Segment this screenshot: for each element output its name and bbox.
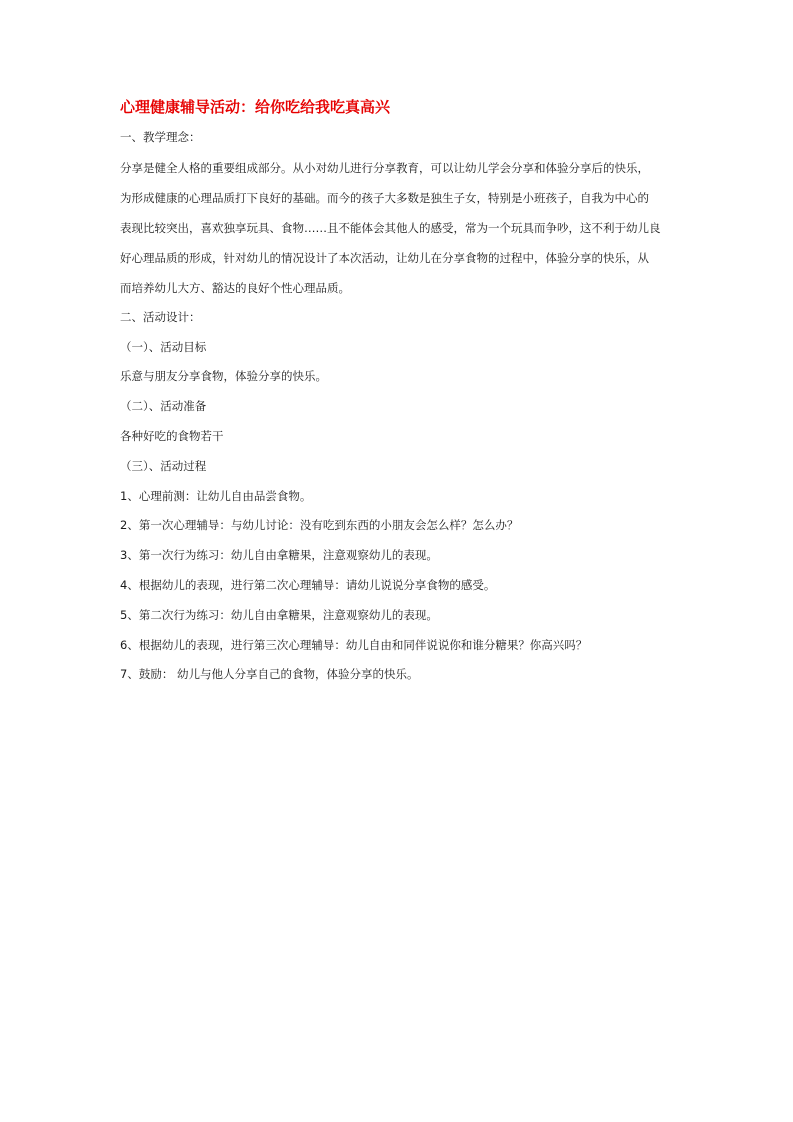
document-page <box>120 97 680 690</box>
subheading-activity-process: （三）、活动过程 <box>120 458 207 473</box>
subheading-activity-goal: （一）、活动目标 <box>120 339 207 354</box>
subheading-activity-prep: （二）、活动准备 <box>120 399 207 414</box>
document-title: 心理健康辅导活动：给你吃给我吃真高兴 <box>120 98 391 116</box>
paragraph-line: 表现比较突出，喜欢独享玩具、食物……且不能体会其他人的感受，常为一个玩具而争吵，这不利于幼儿良 <box>120 220 661 235</box>
section-heading-teaching-concept: 一、教学理念： <box>120 130 201 144</box>
activity-goal-text: 乐意与朋友分享食物，体验分享的快乐。 <box>120 369 327 384</box>
process-step: 3、第一次行为练习：幼儿自由拿糖果，注意观察幼儿的表现。 <box>120 548 438 563</box>
process-step: 1、心理前测：让幼儿自由品尝食物。 <box>120 488 312 503</box>
process-step: 7、鼓励： 幼儿与他人分享自己的食物，体验分享的快乐。 <box>120 667 419 682</box>
activity-prep-text: 各种好吃的食物若干 <box>120 428 224 443</box>
process-step: 4、根据幼儿的表现，进行第二次心理辅导：请幼儿说说分享食物的感受。 <box>120 577 496 592</box>
process-step: 6、根据幼儿的表现，进行第三次心理辅导：幼儿自由和同伴说说你和谁分糖果？你高兴吗？ <box>120 637 588 652</box>
process-step: 2、第一次心理辅导：与幼儿讨论：没有吃到东西的小朋友会怎么样？怎么办？ <box>120 518 519 533</box>
paragraph-line: 分享是健全人格的重要组成部分。从小对幼儿进行分享教育，可以让幼儿学会分享和体验分享后的快乐， <box>120 160 649 175</box>
process-step: 5、第二次行为练习：幼儿自由拿糖果，注意观察幼儿的表现。 <box>120 607 438 622</box>
section-heading-activity-design: 二、活动设计： <box>120 309 201 324</box>
paragraph-line: 好心理品质的形成，针对幼儿的情况设计了本次活动，让幼儿在分享食物的过程中，体验分享的快乐，从 <box>120 250 649 265</box>
teaching-concept-paragraph <box>120 153 680 303</box>
paragraph-line: 而培养幼儿大方、豁达的良好个性心理品质。 <box>120 280 350 295</box>
paragraph-line: 为形成健康的心理品质打下良好的基础。而今的孩子大多数是独生子女，特别是小班孩子，自我为中心的 <box>120 190 649 205</box>
